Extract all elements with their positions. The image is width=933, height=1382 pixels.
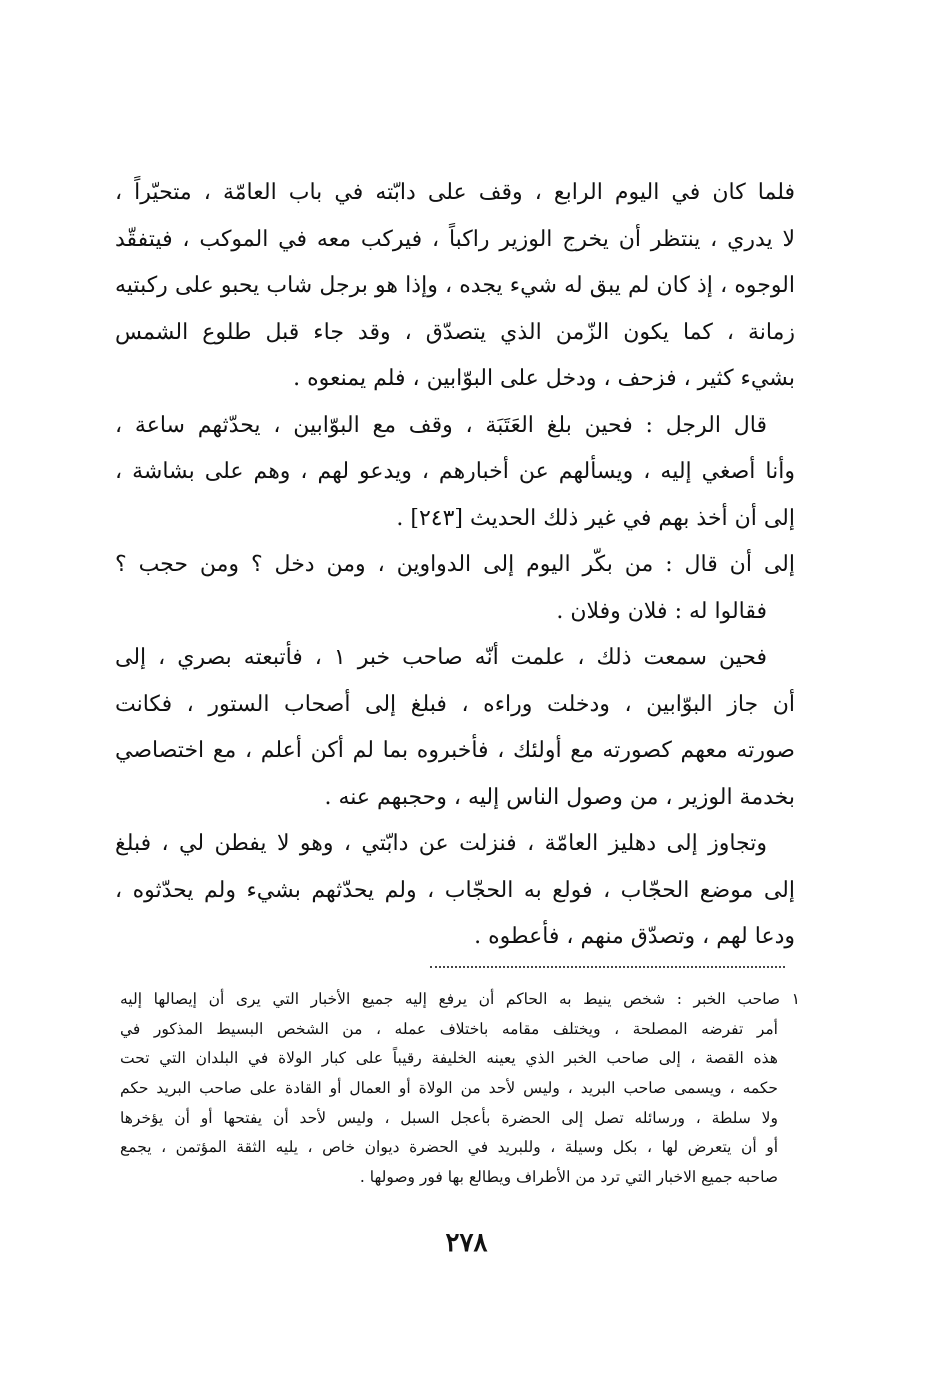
text-line: وتجاوز إلى دهليز العامّة ، فنزلت عن دابّتي ، وهو لا يفطن لي ، فبلغ: [115, 831, 767, 856]
footnote-line: أو أن يتعرض لها ، بكل وسيلة ، وللبريد في الحضرة ديوان خاص ، يليه الثقة المؤتمن ، يجمع: [120, 1138, 778, 1157]
page-number: ٢٧٨: [445, 1228, 488, 1258]
text-line: الوجوه ، إذ كان لم يبق له شيء يجده ، وإذا هو برجل شاب يحبو على ركبتيه: [115, 273, 795, 298]
main-text: [115, 170, 795, 961]
text-line: فقالوا له : فلان وفلان .: [556, 598, 767, 624]
footnote-divider: [430, 966, 785, 968]
text-line: ودعا لهم ، وتصدّق منهم ، فأعطوه .: [474, 924, 795, 949]
footnote-line: أمر تفرضه المصلحة ، ويختلف مقامه باختلاف عمله ، من الشخص البسيط المذكور في: [120, 1019, 778, 1038]
footnote-line: ١ صاحب الخبر : شخص ينيط به الحاكم أن يرفع إليه جميع الأخبار التي يرى أن إيصالها إليه: [120, 990, 800, 1008]
text-line: إلى موضع الحجّاب ، فولع به الحجّاب ، ولم يحدّثهم بشيء ولم يحدّثوه ،: [115, 877, 795, 903]
text-line: بشيء كثير ، فزحف ، ودخل على البوّابين ، فلم يمنعوه .: [293, 366, 795, 391]
text-line: فحين سمعت ذلك ، علمت أنّه صاحب خبر ١ ، فأتبعته بصري ، إلى: [115, 645, 767, 670]
text-line: إلى أن أخذ بهم في غير ذلك الحديث [٢٤٣] .: [396, 505, 795, 531]
text-line: صورته معهم كصورته مع أولئك ، فأخبروه بما لم أكن أعلم ، مع اختصاصي: [115, 738, 795, 763]
text-line: إلى أن قال : من بكّر اليوم إلى الدواوين ، ومن دخل ؟ ومن حجب ؟: [115, 552, 795, 577]
footnotes: [120, 985, 800, 1193]
text-line: قال الرجل : فحين بلغ العَتَبَة ، وقف مع البوّابين ، يحدّثهم ساعة ،: [115, 412, 767, 438]
text-line: أن جاز البوّابين ، ودخلت وراءه ، فبلغ إلى أصحاب الستور ، فكانت: [115, 691, 795, 717]
text-line: بخدمة الوزير ، من وصول الناس إليه ، وحجبهم عنه .: [324, 784, 795, 810]
text-line: زمانة ، كما يكون الزّمن الذي يتصدّق ، وقد جاء قبل طلوع الشمس: [115, 319, 795, 345]
footnote-line: هذه القصة ، إلى صاحب الخبر الذي يعينه الخليفة رقيباً على كبار الولاة في البلدان التي تحت: [120, 1049, 778, 1068]
footnote-line: صاحبه جميع الاخبار التي ترد من الأطراف ويطالع بها فور وصولها .: [359, 1168, 778, 1187]
text-line: لا يدري ، ينتظر أن يخرج الوزير راكباً ، فيركب معه في الموكب ، فيتفقّد: [115, 226, 795, 252]
text-line: فلما كان في اليوم الرابع ، وقف على دابّته في باب العامّة ، متحيّراً ،: [115, 180, 795, 205]
footnote-line: حكمه ، ويسمى صاحب البريد ، وليس لأحد من الولاة أو العمال أو القادة على صاحب البريد حكم: [120, 1079, 778, 1098]
text-line: وأنا أصغي إليه ، ويسألهم عن أخبارهم ، ويدعو لهم ، وهم على بشاشة ،: [115, 459, 795, 484]
footnote-line: ولا سلطة ، ورسائله تصل إلى الحضرة بأعجل السبل ، وليس لأحد أن يفتحها أو أن يؤخرها: [120, 1108, 778, 1127]
